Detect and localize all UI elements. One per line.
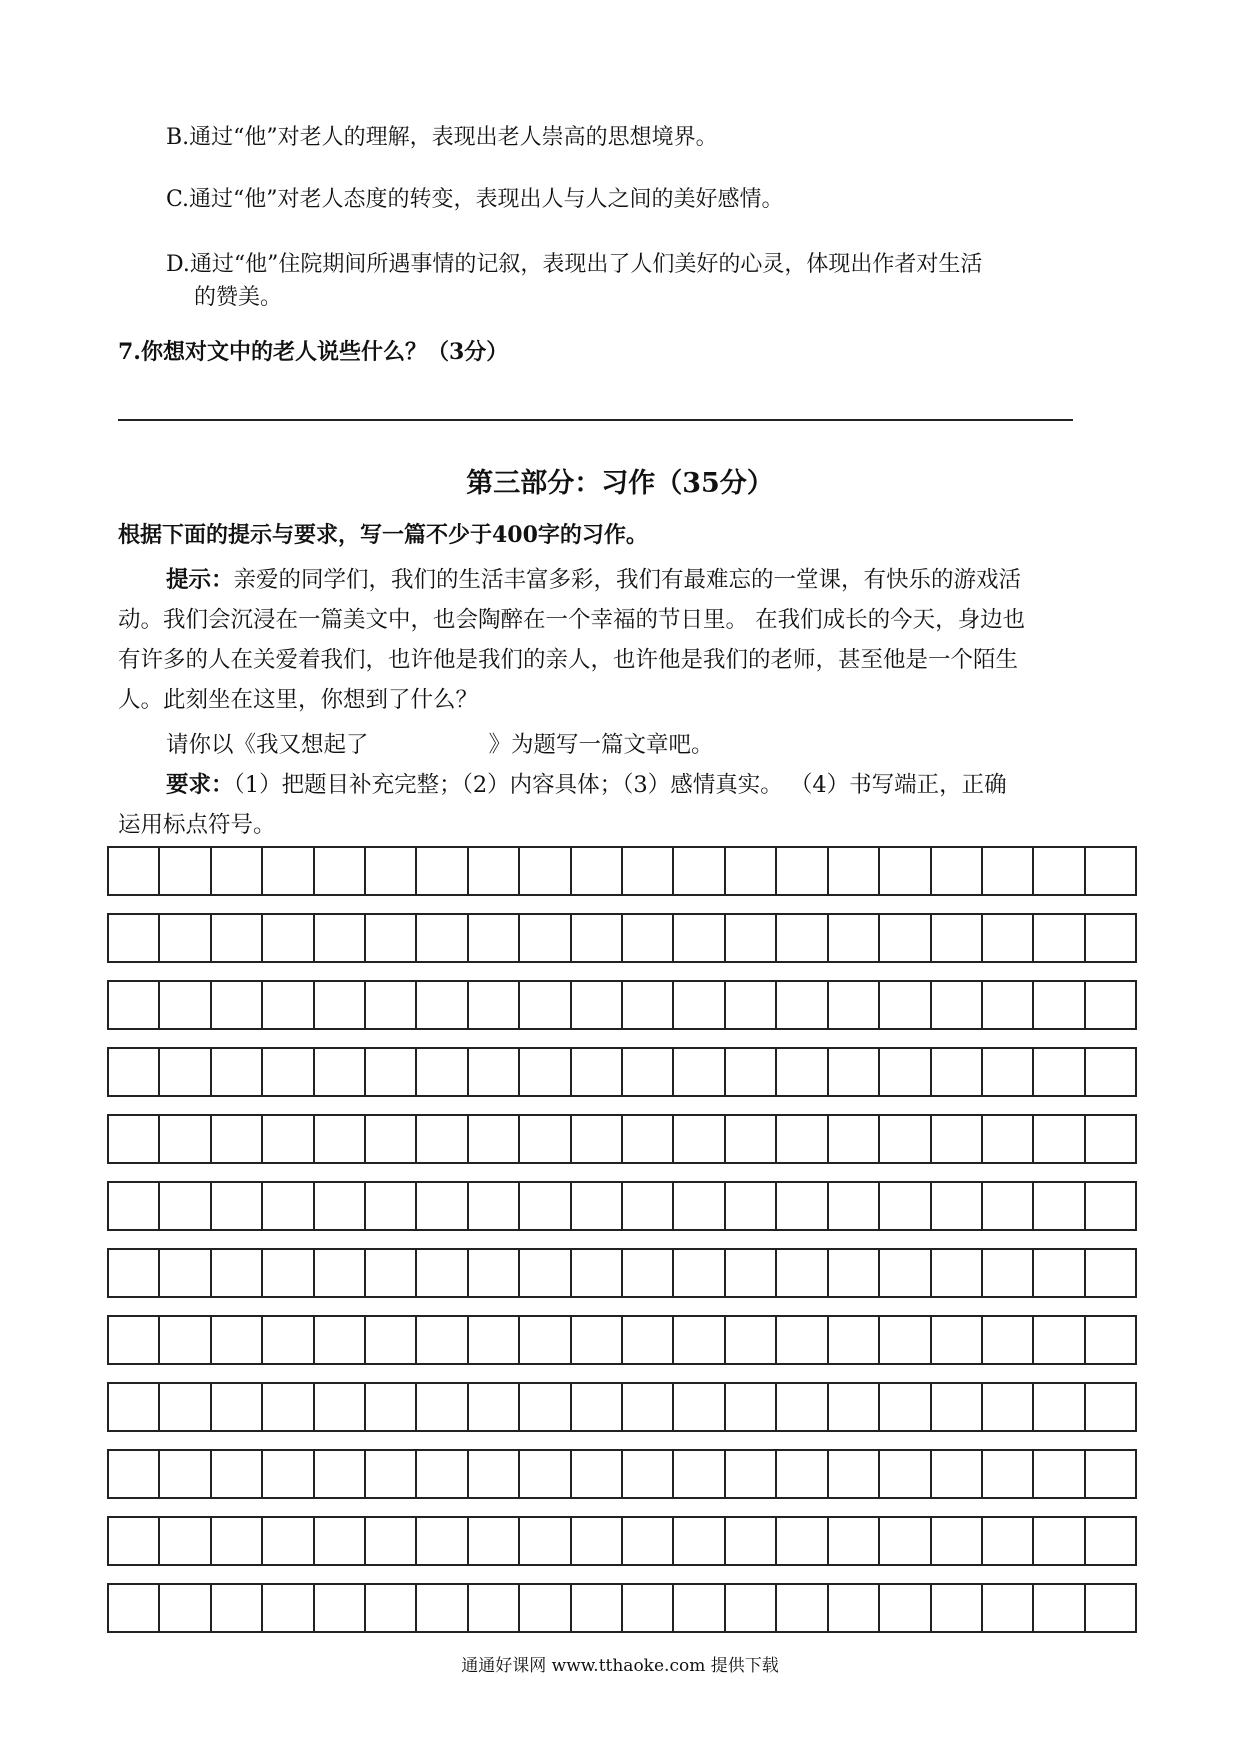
grid-cell[interactable]: [570, 846, 623, 896]
grid-cell[interactable]: [570, 913, 623, 963]
grid-cell[interactable]: [364, 1181, 417, 1231]
grid-cell[interactable]: [210, 1248, 263, 1298]
grid-cell[interactable]: [724, 1047, 777, 1097]
grid-cell[interactable]: [518, 1181, 571, 1231]
grid-cell[interactable]: [930, 846, 983, 896]
grid-cell[interactable]: [261, 1248, 314, 1298]
grid-cell[interactable]: [1032, 1449, 1085, 1499]
grid-cell[interactable]: [570, 1315, 623, 1365]
grid-cell[interactable]: [313, 1449, 366, 1499]
requirements-label: 要求：: [166, 772, 234, 798]
grid-cell[interactable]: [1084, 846, 1137, 896]
grid-cell[interactable]: [621, 1516, 674, 1566]
grid-cell[interactable]: [570, 1583, 623, 1633]
grid-cell[interactable]: [672, 1516, 725, 1566]
grid-cell[interactable]: [827, 1114, 880, 1164]
grid-cell[interactable]: [518, 1449, 571, 1499]
grid-cell[interactable]: [1084, 1516, 1137, 1566]
hint-line-3: 有许多的人在关爱着我们，也许他是我们的亲人，也许他是我们的老师，甚至他是一个陌生: [118, 647, 1019, 673]
grid-cell[interactable]: [210, 1583, 263, 1633]
grid-cell[interactable]: [467, 846, 520, 896]
grid-cell[interactable]: [158, 1047, 211, 1097]
grid-cell[interactable]: [775, 1047, 828, 1097]
grid-cell[interactable]: [467, 1248, 520, 1298]
grid-cell[interactable]: [210, 1382, 263, 1432]
grid-cell[interactable]: [878, 1382, 931, 1432]
grid-row: [107, 1114, 1137, 1164]
grid-cell[interactable]: [930, 1583, 983, 1633]
grid-cell[interactable]: [724, 1382, 777, 1432]
grid-cell[interactable]: [724, 1449, 777, 1499]
grid-cell[interactable]: [621, 1181, 674, 1231]
grid-row: [107, 1449, 1137, 1499]
grid-cell[interactable]: [313, 1516, 366, 1566]
hint-line-4: 人。此刻坐在这里，你想到了什么？: [118, 687, 479, 713]
grid-cell[interactable]: [672, 1315, 725, 1365]
grid-cell[interactable]: [313, 1181, 366, 1231]
grid-cell[interactable]: [107, 1181, 160, 1231]
grid-cell[interactable]: [930, 1449, 983, 1499]
grid-cell[interactable]: [313, 913, 366, 963]
grid-cell[interactable]: [621, 1449, 674, 1499]
grid-cell[interactable]: [158, 1516, 211, 1566]
grid-cell[interactable]: [1084, 1382, 1137, 1432]
grid-cell[interactable]: [1032, 846, 1085, 896]
grid-cell[interactable]: [415, 1382, 468, 1432]
grid-cell[interactable]: [210, 1047, 263, 1097]
grid-cell[interactable]: [467, 1047, 520, 1097]
grid-cell[interactable]: [1032, 1248, 1085, 1298]
grid-cell[interactable]: [775, 913, 828, 963]
grid-cell[interactable]: [158, 913, 211, 963]
grid-cell[interactable]: [775, 1449, 828, 1499]
grid-cell[interactable]: [261, 980, 314, 1030]
grid-cell[interactable]: [313, 1315, 366, 1365]
grid-cell[interactable]: [981, 1382, 1034, 1432]
grid-cell[interactable]: [107, 1449, 160, 1499]
grid-cell[interactable]: [1084, 1449, 1137, 1499]
grid-cell[interactable]: [570, 1114, 623, 1164]
grid-cell[interactable]: [1084, 1047, 1137, 1097]
grid-cell[interactable]: [827, 980, 880, 1030]
grid-cell[interactable]: [364, 1315, 417, 1365]
grid-cell[interactable]: [107, 1047, 160, 1097]
grid-cell[interactable]: [724, 1181, 777, 1231]
grid-cell[interactable]: [158, 846, 211, 896]
grid-cell[interactable]: [518, 1382, 571, 1432]
grid-cell[interactable]: [827, 1047, 880, 1097]
grid-cell[interactable]: [364, 1114, 417, 1164]
grid-cell[interactable]: [878, 1449, 931, 1499]
grid-cell[interactable]: [672, 1248, 725, 1298]
grid-cell[interactable]: [518, 980, 571, 1030]
grid-cell[interactable]: [930, 1248, 983, 1298]
grid-cell[interactable]: [1084, 913, 1137, 963]
grid-cell[interactable]: [261, 1583, 314, 1633]
grid-cell[interactable]: [724, 1114, 777, 1164]
grid-cell[interactable]: [261, 1449, 314, 1499]
grid-cell[interactable]: [415, 980, 468, 1030]
grid-cell[interactable]: [415, 1449, 468, 1499]
grid-cell[interactable]: [570, 980, 623, 1030]
grid-cell[interactable]: [621, 1114, 674, 1164]
grid-cell[interactable]: [570, 1248, 623, 1298]
option-c: C.通过“他”对老人态度的转变，表现出人与人之间的美好感情。: [166, 187, 784, 212]
question-7: 7.你想对文中的老人说些什么？（3分）: [118, 339, 509, 365]
grid-cell[interactable]: [1032, 1047, 1085, 1097]
grid-cell[interactable]: [364, 1516, 417, 1566]
grid-cell[interactable]: [981, 1114, 1034, 1164]
grid-cell[interactable]: [1032, 1181, 1085, 1231]
grid-cell[interactable]: [827, 1181, 880, 1231]
grid-cell[interactable]: [827, 1583, 880, 1633]
grid-cell[interactable]: [107, 980, 160, 1030]
grid-cell[interactable]: [415, 1583, 468, 1633]
grid-cell[interactable]: [364, 1047, 417, 1097]
grid-cell[interactable]: [930, 1315, 983, 1365]
grid-cell[interactable]: [415, 1114, 468, 1164]
requirements: [118, 765, 1130, 845]
grid-cell[interactable]: [415, 1181, 468, 1231]
grid-cell[interactable]: [878, 1114, 931, 1164]
grid-cell[interactable]: [621, 846, 674, 896]
grid-cell[interactable]: [570, 1047, 623, 1097]
grid-cell[interactable]: [313, 1382, 366, 1432]
grid-cell[interactable]: [724, 1248, 777, 1298]
grid-cell[interactable]: [158, 1449, 211, 1499]
grid-cell[interactable]: [775, 846, 828, 896]
grid-cell[interactable]: [930, 1047, 983, 1097]
grid-cell[interactable]: [981, 1248, 1034, 1298]
grid-cell[interactable]: [467, 1449, 520, 1499]
grid-cell[interactable]: [364, 1248, 417, 1298]
grid-cell[interactable]: [1032, 913, 1085, 963]
grid-cell[interactable]: [415, 1516, 468, 1566]
grid-cell[interactable]: [261, 1181, 314, 1231]
grid-cell[interactable]: [621, 1382, 674, 1432]
grid-cell[interactable]: [261, 1114, 314, 1164]
grid-cell[interactable]: [827, 1449, 880, 1499]
grid-cell[interactable]: [158, 1114, 211, 1164]
grid-cell[interactable]: [724, 1516, 777, 1566]
grid-cell[interactable]: [621, 980, 674, 1030]
answer-line[interactable]: [118, 419, 1073, 421]
grid-cell[interactable]: [621, 1248, 674, 1298]
hint-line-2: 动。我们会沉浸在一篇美文中，也会陶醉在一个幸福的节日里。 在我们成长的今天，身边也: [118, 607, 1026, 633]
grid-cell[interactable]: [621, 1047, 674, 1097]
grid-cell[interactable]: [930, 913, 983, 963]
grid-cell[interactable]: [518, 1047, 571, 1097]
grid-cell[interactable]: [878, 980, 931, 1030]
grid-row: [107, 846, 1137, 896]
title-prompt-pre: 请你以《我又想起了: [166, 732, 369, 758]
grid-row: [107, 1315, 1137, 1365]
grid-cell[interactable]: [210, 846, 263, 896]
grid-cell[interactable]: [364, 913, 417, 963]
grid-cell[interactable]: [210, 1449, 263, 1499]
grid-cell[interactable]: [878, 913, 931, 963]
grid-cell[interactable]: [827, 1382, 880, 1432]
grid-cell[interactable]: [570, 1516, 623, 1566]
grid-cell[interactable]: [158, 1382, 211, 1432]
grid-cell[interactable]: [210, 980, 263, 1030]
option-b: B.通过“他”对老人的理解，表现出老人崇高的思想境界。: [166, 125, 718, 150]
grid-cell[interactable]: [210, 1315, 263, 1365]
grid-cell[interactable]: [415, 1047, 468, 1097]
grid-cell[interactable]: [981, 1516, 1034, 1566]
grid-cell[interactable]: [415, 913, 468, 963]
grid-cell[interactable]: [107, 1516, 160, 1566]
grid-cell[interactable]: [313, 1583, 366, 1633]
grid-cell[interactable]: [261, 1382, 314, 1432]
grid-cell[interactable]: [1032, 1583, 1085, 1633]
grid-cell[interactable]: [827, 1315, 880, 1365]
grid-cell[interactable]: [364, 1382, 417, 1432]
requirements-line-1: （1）把题目补充完整；（2）内容具体；（3）感情真实。 （4）书写端正，正确: [233, 772, 1007, 798]
grid-cell[interactable]: [261, 846, 314, 896]
footer-text: 通通好课网 www.tthaoke.com 提供下载: [461, 1656, 779, 1676]
grid-cell[interactable]: [775, 1583, 828, 1633]
grid-cell[interactable]: [621, 913, 674, 963]
grid-cell[interactable]: [775, 1181, 828, 1231]
grid-cell[interactable]: [467, 1114, 520, 1164]
grid-row: [107, 980, 1137, 1030]
grid-cell[interactable]: [518, 846, 571, 896]
grid-cell[interactable]: [210, 913, 263, 963]
grid-cell[interactable]: [107, 913, 160, 963]
grid-cell[interactable]: [364, 846, 417, 896]
grid-cell[interactable]: [261, 1516, 314, 1566]
grid-cell[interactable]: [313, 1248, 366, 1298]
grid-cell[interactable]: [107, 1248, 160, 1298]
hint-paragraph: [118, 560, 1130, 720]
grid-cell[interactable]: [261, 1047, 314, 1097]
requirements-line-2: 运用标点符号。: [118, 812, 276, 838]
grid-cell[interactable]: [467, 1181, 520, 1231]
grid-row: [107, 1181, 1137, 1231]
grid-cell[interactable]: [827, 1516, 880, 1566]
grid-cell[interactable]: [775, 1248, 828, 1298]
grid-cell[interactable]: [930, 980, 983, 1030]
grid-cell[interactable]: [313, 1047, 366, 1097]
grid-cell[interactable]: [878, 1315, 931, 1365]
grid-cell[interactable]: [930, 1516, 983, 1566]
grid-cell[interactable]: [1032, 1382, 1085, 1432]
grid-cell[interactable]: [261, 913, 314, 963]
grid-cell[interactable]: [158, 980, 211, 1030]
grid-cell[interactable]: [724, 1315, 777, 1365]
grid-cell[interactable]: [467, 1516, 520, 1566]
grid-cell[interactable]: [930, 1382, 983, 1432]
grid-cell[interactable]: [210, 1114, 263, 1164]
grid-cell[interactable]: [775, 1315, 828, 1365]
grid-cell[interactable]: [672, 1047, 725, 1097]
grid-cell[interactable]: [981, 1583, 1034, 1633]
hint-line-1: 亲爱的同学们，我们的生活丰富多彩，我们有最难忘的一堂课，有快乐的游戏活: [233, 567, 1022, 593]
grid-row: [107, 1047, 1137, 1097]
option-d: D.通过“他”住院期间所遇事情的记叙，表现出了人们美好的心灵，体现出作者对生活: [166, 252, 983, 277]
grid-cell[interactable]: [724, 846, 777, 896]
grid-cell[interactable]: [570, 1382, 623, 1432]
grid-cell[interactable]: [775, 980, 828, 1030]
grid-cell[interactable]: [775, 1382, 828, 1432]
grid-row: [107, 1583, 1137, 1633]
hint-label: 提示：: [166, 567, 234, 593]
grid-cell[interactable]: [107, 1583, 160, 1633]
grid-cell[interactable]: [981, 846, 1034, 896]
grid-cell[interactable]: [570, 1449, 623, 1499]
grid-cell[interactable]: [981, 980, 1034, 1030]
grid-cell[interactable]: [672, 1583, 725, 1633]
grid-cell[interactable]: [415, 1248, 468, 1298]
grid-cell[interactable]: [210, 1516, 263, 1566]
grid-cell[interactable]: [672, 913, 725, 963]
grid-cell[interactable]: [827, 846, 880, 896]
title-prompt-post: 》为题写一篇文章吧。: [488, 732, 714, 758]
grid-cell[interactable]: [107, 846, 160, 896]
grid-cell[interactable]: [672, 1181, 725, 1231]
grid-cell[interactable]: [518, 1315, 571, 1365]
grid-cell[interactable]: [1084, 1248, 1137, 1298]
grid-cell[interactable]: [1084, 1315, 1137, 1365]
grid-cell[interactable]: [878, 1047, 931, 1097]
grid-cell[interactable]: [981, 1449, 1034, 1499]
grid-cell[interactable]: [158, 1248, 211, 1298]
grid-cell[interactable]: [518, 1516, 571, 1566]
grid-cell[interactable]: [1084, 1181, 1137, 1231]
grid-cell[interactable]: [878, 1181, 931, 1231]
grid-cell[interactable]: [1032, 1315, 1085, 1365]
grid-cell[interactable]: [107, 1315, 160, 1365]
grid-cell[interactable]: [107, 1114, 160, 1164]
grid-cell[interactable]: [930, 1181, 983, 1231]
grid-cell[interactable]: [467, 1382, 520, 1432]
grid-cell[interactable]: [878, 1583, 931, 1633]
grid-cell[interactable]: [981, 1315, 1034, 1365]
grid-cell[interactable]: [210, 1181, 263, 1231]
grid-cell[interactable]: [775, 1114, 828, 1164]
grid-cell[interactable]: [570, 1181, 623, 1231]
option-d-continued: 的赞美。: [194, 285, 283, 310]
grid-cell[interactable]: [467, 1315, 520, 1365]
grid-cell[interactable]: [878, 1516, 931, 1566]
grid-cell[interactable]: [621, 1315, 674, 1365]
grid-cell[interactable]: [415, 846, 468, 896]
composition-instruction: 根据下面的提示与要求，写一篇不少于400字的习作。: [118, 522, 648, 548]
grid-cell[interactable]: [672, 1114, 725, 1164]
grid-cell[interactable]: [981, 1181, 1034, 1231]
grid-cell[interactable]: [313, 1114, 366, 1164]
grid-cell[interactable]: [672, 1382, 725, 1432]
grid-row: [107, 1248, 1137, 1298]
grid-cell[interactable]: [775, 1516, 828, 1566]
grid-cell[interactable]: [107, 1382, 160, 1432]
grid-cell[interactable]: [1032, 1516, 1085, 1566]
grid-cell[interactable]: [518, 1248, 571, 1298]
grid-cell[interactable]: [724, 980, 777, 1030]
grid-cell[interactable]: [981, 1047, 1034, 1097]
grid-cell[interactable]: [930, 1114, 983, 1164]
grid-cell[interactable]: [364, 980, 417, 1030]
grid-row: [107, 913, 1137, 963]
grid-cell[interactable]: [1032, 1114, 1085, 1164]
grid-cell[interactable]: [672, 846, 725, 896]
grid-cell[interactable]: [724, 1583, 777, 1633]
title-prompt: [166, 725, 714, 765]
grid-cell[interactable]: [158, 1181, 211, 1231]
section-title: 第三部分：习作（35分）: [466, 468, 774, 499]
grid-cell[interactable]: [158, 1583, 211, 1633]
grid-cell[interactable]: [1032, 980, 1085, 1030]
grid-cell[interactable]: [364, 1449, 417, 1499]
grid-cell[interactable]: [724, 913, 777, 963]
grid-cell[interactable]: [364, 1583, 417, 1633]
grid-cell[interactable]: [261, 1315, 314, 1365]
grid-cell[interactable]: [313, 846, 366, 896]
grid-cell[interactable]: [518, 1114, 571, 1164]
grid-cell[interactable]: [467, 980, 520, 1030]
grid-cell[interactable]: [1084, 980, 1137, 1030]
grid-cell[interactable]: [467, 913, 520, 963]
grid-cell[interactable]: [415, 1315, 468, 1365]
grid-cell[interactable]: [621, 1583, 674, 1633]
grid-cell[interactable]: [1084, 1583, 1137, 1633]
grid-cell[interactable]: [313, 980, 366, 1030]
grid-cell[interactable]: [827, 1248, 880, 1298]
grid-cell[interactable]: [878, 1248, 931, 1298]
grid-cell[interactable]: [827, 913, 880, 963]
grid-cell[interactable]: [467, 1583, 520, 1633]
grid-cell[interactable]: [158, 1315, 211, 1365]
grid-cell[interactable]: [672, 980, 725, 1030]
grid-row: [107, 1516, 1137, 1566]
grid-cell[interactable]: [1084, 1114, 1137, 1164]
grid-cell[interactable]: [981, 913, 1034, 963]
grid-cell[interactable]: [518, 1583, 571, 1633]
grid-cell[interactable]: [518, 913, 571, 963]
grid-cell[interactable]: [878, 846, 931, 896]
grid-cell[interactable]: [672, 1449, 725, 1499]
grid-row: [107, 1382, 1137, 1432]
